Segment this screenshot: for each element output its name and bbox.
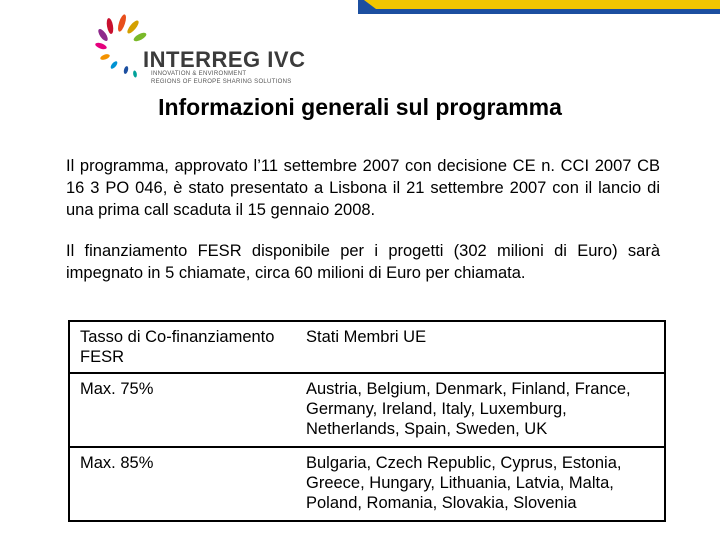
header-corner-bar <box>358 0 720 14</box>
paragraph-funding: Il finanziamento FESR disponibile per i progetti (302 milioni di Euro) sarà impegnato in 5 chiamate, circa 60 milioni di Euro per chiamata. <box>66 242 660 282</box>
table-row <box>69 447 665 521</box>
header-cofinancing-rate: Tasso di Co-finanziamento FESR <box>69 321 296 373</box>
rate-cell: Max. 85% <box>80 454 154 472</box>
logo-tagline-2: REGIONS OF EUROPE SHARING SOLUTIONS <box>151 79 292 85</box>
paragraph-approval: Il programma, approvato l’11 settembre 2007 con decisione CE n. CCI 2007 CB 16 3 PO 046, è stato presentato a Lisbona il 21 settembre 2007 con il lancio di una prima call scaduta il 15 gennaio 2008. <box>66 157 660 219</box>
cofinancing-table <box>68 320 666 522</box>
table-header-row <box>69 321 665 373</box>
table-row <box>69 373 665 447</box>
header-member-states: Stati Membri UE <box>296 321 665 373</box>
page-title: Informazioni generali sul programma <box>158 94 562 120</box>
logo-name: INTERREG IVC <box>143 47 306 72</box>
countries-cell: Austria, Belgium, Denmark, Finland, France, Germany, Ireland, Italy, Luxemburg, Netherlands, Spain, Sweden, UK <box>296 373 665 447</box>
interreg-logo <box>92 12 322 84</box>
logo-tagline-1: INNOVATION & ENVIRONMENT <box>151 71 247 77</box>
countries-cell: Bulgaria, Czech Republic, Cyprus, Estonia, Greece, Hungary, Lithuania, Latvia, Malta, Poland, Romania, Slovakia, Slovenia <box>306 454 622 512</box>
rate-cell: Max. 75% <box>69 373 296 447</box>
